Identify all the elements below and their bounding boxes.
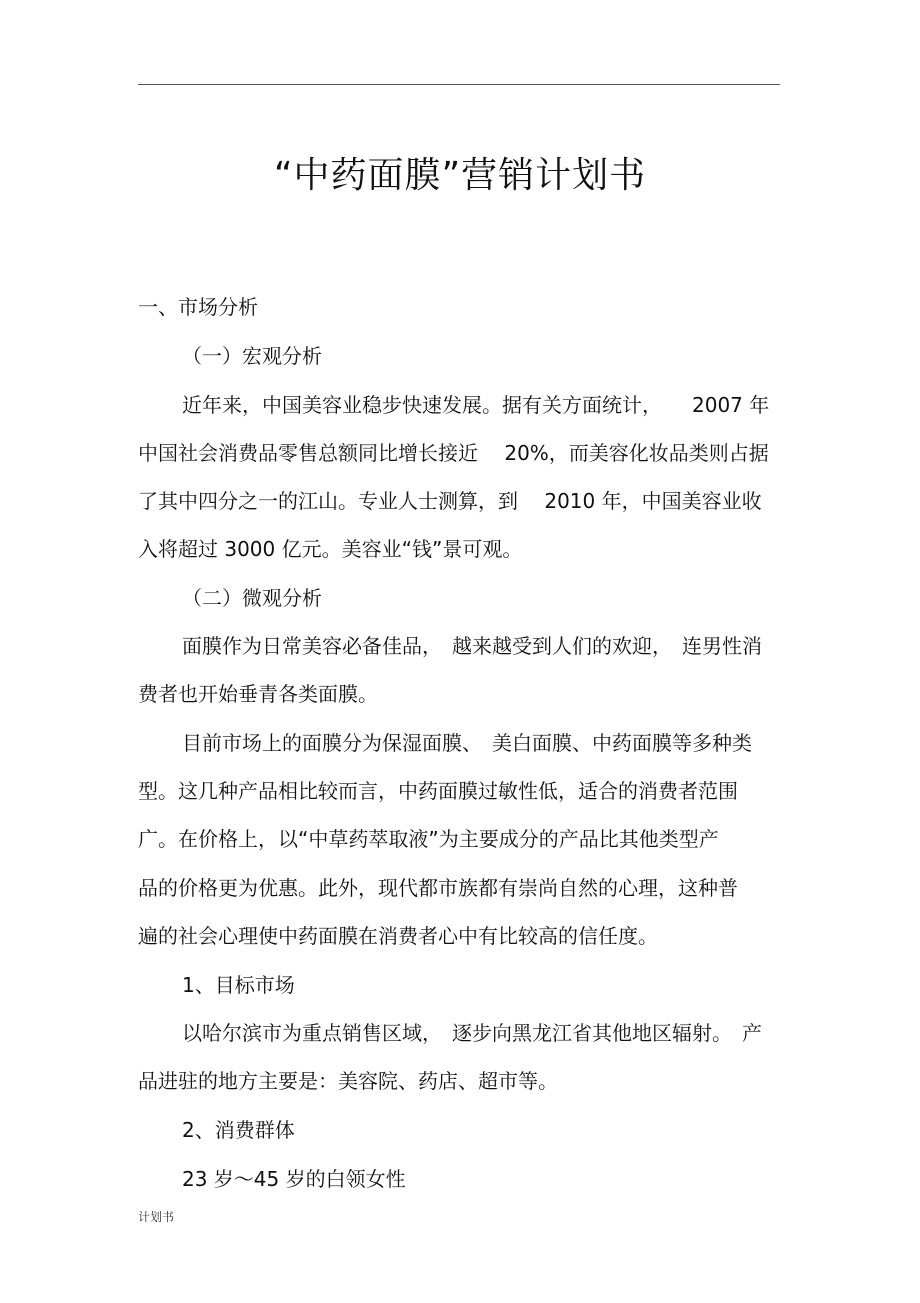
paragraph-line: 近年来，中国美容业稳步快速发展。据有关方面统计， 2007 年 — [182, 393, 770, 417]
numbered-heading-target-market: 1、目标市场 — [182, 973, 295, 997]
paragraph-line: 广。在价格上，以“中草药萃取液”为主要成分的产品比其他类型产 — [138, 827, 719, 851]
paragraph-line: 了其中四分之一的江山。专业人士测算，到 2010 年，中国美容业收 — [138, 489, 762, 513]
paragraph-line: 中国社会消费品零售总额同比增长接近 20%，而美容化妆品类则占据 — [138, 441, 769, 465]
subsection-heading-macro: （一）宏观分析 — [182, 344, 322, 368]
paragraph-line: 入将超过 3000 亿元。美容业“钱”景可观。 — [138, 537, 523, 561]
document-title: “中药面膜”营销计划书 — [273, 155, 647, 197]
paragraph-line: 23 岁～45 岁的白领女性 — [182, 1167, 406, 1191]
numbered-heading-consumer-group: 2、消费群体 — [182, 1118, 295, 1142]
subsection-heading-micro: （二）微观分析 — [182, 586, 322, 610]
paragraph-line: 品进驻的地方主要是：美容院、药店、超市等。 — [138, 1069, 558, 1093]
page-footer: 计划书 — [138, 1210, 175, 1224]
paragraph-line: 型。这几种产品相比较而言，中药面膜过敏性低，适合的消费者范围 — [138, 779, 738, 803]
paragraph-line: 遍的社会心理使中药面膜在消费者心中有比较高的信任度。 — [138, 924, 658, 948]
paragraph-line: 目前市场上的面膜分为保湿面膜、 美白面膜、中药面膜等多种类 — [182, 731, 752, 755]
paragraph-line: 品的价格更为优惠。此外，现代都市族都有崇尚自然的心理，这种普 — [138, 876, 738, 900]
paragraph-line: 费者也开始垂青各类面膜。 — [138, 682, 378, 706]
section-heading-market-analysis: 一、市场分析 — [138, 295, 258, 319]
paragraph-line: 以哈尔滨市为重点销售区域， 逐步向黑龙江省其他地区辐射。 产 — [182, 1021, 762, 1045]
header-rule — [138, 84, 780, 85]
paragraph-line: 面膜作为日常美容必备佳品， 越来越受到人们的欢迎， 连男性消 — [182, 634, 762, 658]
